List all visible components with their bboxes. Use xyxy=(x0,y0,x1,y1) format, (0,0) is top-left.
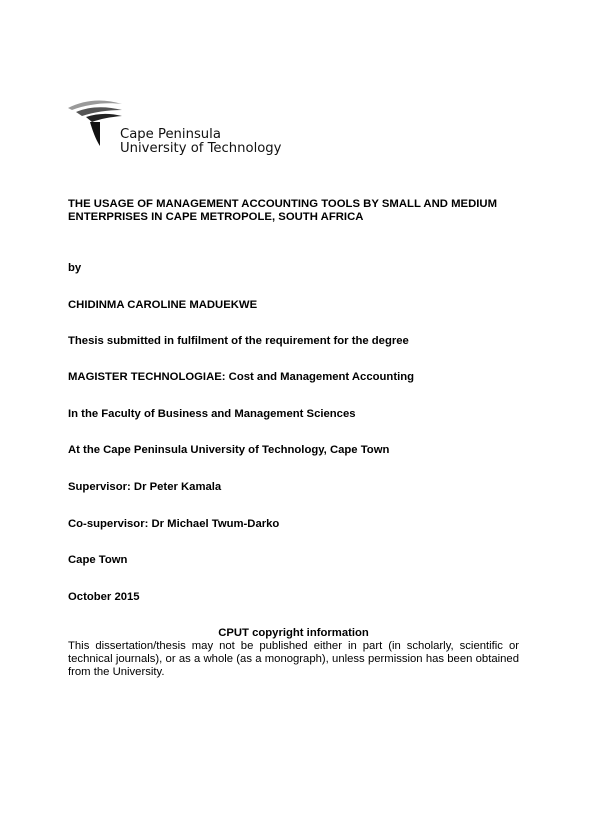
submission-date: October 2015 xyxy=(68,591,140,603)
logo-line-1: Cape Peninsula xyxy=(120,127,221,142)
faculty-name: In the Faculty of Business and Management Sciences xyxy=(68,408,356,420)
supervisor-name: Supervisor: Dr Peter Kamala xyxy=(68,481,222,493)
thesis-title: THE USAGE OF MANAGEMENT ACCOUNTING TOOLS BY SMALL AND MEDIUM ENTERPRISES IN CAPE METROPOLE, SOUTH AFRICA xyxy=(68,198,498,223)
institution-name: At the Cape Peninsula University of Technology, Cape Town xyxy=(68,444,390,456)
logo-line-2: University of Technology xyxy=(120,141,282,156)
logo-swoosh-icon xyxy=(66,98,126,158)
by-label: by xyxy=(68,262,82,274)
place: Cape Town xyxy=(68,554,128,566)
co-supervisor-name: Co-supervisor: Dr Michael Twum-Darko xyxy=(68,518,280,530)
submission-statement: Thesis submitted in fulfilment of the requirement for the degree xyxy=(68,335,409,347)
copyright-body: This dissertation/thesis may not be published either in part (in scholarly, scientific or technical journals), or as a whole (as a monograph), unless permission has been obtained from the University. xyxy=(68,640,519,678)
author-name: CHIDINMA CAROLINE MADUEKWE xyxy=(68,299,258,311)
logo-wordmark xyxy=(120,128,282,156)
university-logo xyxy=(66,98,286,162)
copyright-heading: CPUT copyright information xyxy=(218,627,369,639)
degree-name: MAGISTER TECHNOLOGIAE: Cost and Management Accounting xyxy=(68,371,415,383)
